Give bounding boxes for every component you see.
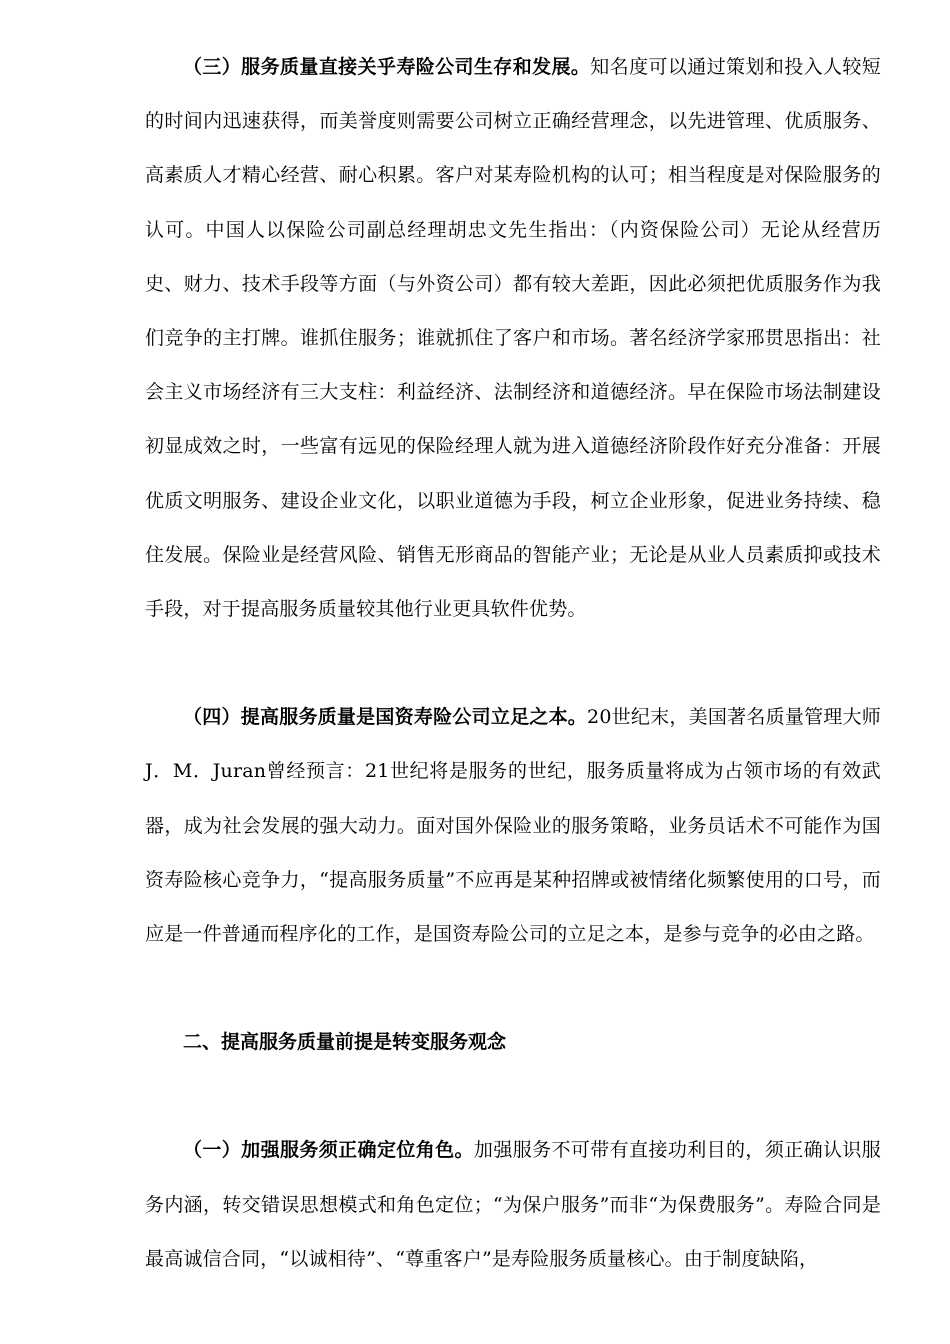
paragraph-lead: （四）提高服务质量是国资寿险公司立足之本。	[183, 706, 588, 729]
paragraph-gap	[145, 1069, 881, 1123]
paragraph-lead: （三）服务质量直接关乎寿险公司生存和发展。	[183, 56, 591, 78]
paragraph-gap	[145, 636, 881, 690]
paragraph-body: 加强服务不可带有直接功利目的，须正确认识服务内涵，转交错误思想模式和角色定位；“为保户服务”而非“为保费服务”。寿险合同是最高诚信合同，“以诚相待”、“尊重客户”是寿险服务质量核心。由于制度缺陷，	[145, 1139, 881, 1270]
paragraph-body: 20世纪末，美国著名质量管理大师J．M．Juran曾经预言：21世纪将是服务的世纪，服务质量将成为占领市场的有效武器，成为社会发展的强大动力。面对国外保险业的服务策略，业务员话术不可能作为国资寿险核心竞争力，“提高服务质量”不应再是某种招牌或被情绪化频繁使用的口号，而应是一件普通而程序化的工作，是国资寿险公司的立足之本，是参与竞争的必由之路。	[145, 706, 881, 946]
paragraph-gap	[145, 961, 881, 1015]
paragraph-lead: （一）加强服务须正确定位角色。	[183, 1139, 474, 1162]
paragraph-section-3	[145, 40, 881, 636]
document-page	[145, 40, 881, 1286]
section-heading: 二、提高服务质量前提是转变服务观念	[183, 1031, 507, 1054]
paragraph-section-4	[145, 690, 881, 961]
paragraph-subsection-1	[145, 1123, 881, 1286]
paragraph-body: 知名度可以通过策划和投入人较短的时间内迅速获得，而美誉度则需要公司树立正确经营理念，以先进管理、优质服务、高素质人才精心经营、耐心积累。客户对某寿险机构的认可；相当程度是对保险服务的认可。中国人以保险公司副总经理胡忠文先生指出：（内资保险公司）无论从经营历史、财力、技术手段等方面（与外资公司）都有较大差距，因此必须把优质服务作为我们竞争的主打牌。谁抓住服务；谁就抓住了客户和市场。著名经济学家邢贯思指出：社会主义市场经济有三大支柱：利益经济、法制经济和道德经济。早在保险市场法制建设初显成效之时，一些富有远见的保险经理人就为进入道德经济阶段作好充分准备：开展优质文明服务、建设企业文化，以职业道德为手段，柯立企业形象，促进业务持续、稳住发展。保险业是经营风险、销售无形商品的智能产业；无论是从业人员素质抑或技术手段，对于提高服务质量较其他行业更具软件优势。	[145, 56, 881, 621]
